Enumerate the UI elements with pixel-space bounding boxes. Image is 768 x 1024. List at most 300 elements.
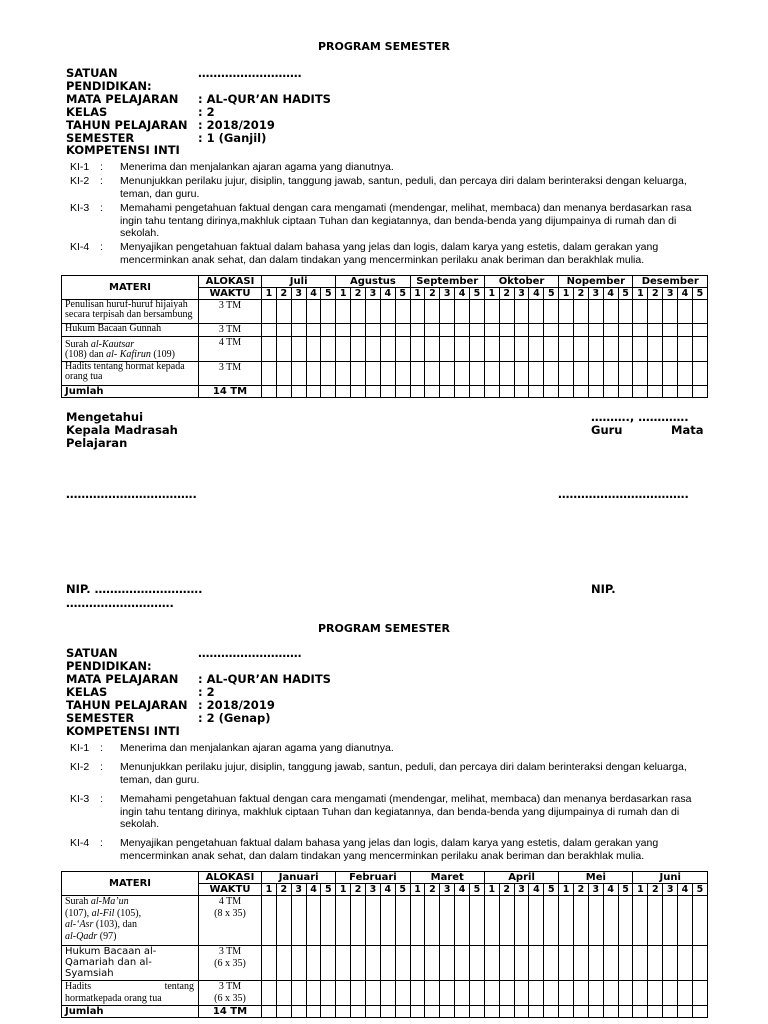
week-cell [514, 946, 529, 981]
alokasi-cell [199, 896, 262, 946]
materi-cell: Penulisan huruf-huruf hijaiyah secara terpisah dan bersambung [62, 300, 199, 324]
week-cell [291, 324, 306, 337]
week-cell [678, 386, 693, 398]
week-cell [306, 362, 321, 386]
week-cell [559, 981, 574, 1006]
month-header: September [410, 276, 484, 288]
ki-text: Menyajikan pengetahuan faktual dalam bahasa yang jelas dan logis, dalam karya yang estetis, dalam gerakan yang mencerminkan anak sehat, dan dalam tindakan yang mencerminkan perilaku anak beriman dan berakhlak mulia. [120, 241, 659, 266]
week-cell [514, 300, 529, 324]
week-cell [470, 1006, 485, 1018]
week-cell [529, 337, 544, 362]
week-cell [440, 386, 455, 398]
week-cell [678, 362, 693, 386]
materi-text: Surah [65, 339, 91, 350]
week-cell [262, 981, 277, 1006]
week-cell [544, 300, 559, 324]
week-number-header: 2 [425, 288, 440, 300]
week-cell [633, 337, 648, 362]
ki-item: KI-1 : Menerima dan menjalankan ajaran agama yang dianutnya. [70, 161, 710, 173]
week-number-header: 4 [380, 288, 395, 300]
ki-item: KI-3 : Memahami pengetahuan faktual dengan cara mengamati (mendengar, melihat, membaca) dan menanya berdasarkan rasa ingin tahu tentang dirinya,makhluk ciptaan Tuhan dan kegiatannya, dan benda-benda yang dijumpainya di rumah dan di sekolah. [70, 202, 710, 239]
week-cell [366, 1006, 381, 1018]
week-cell [574, 946, 589, 981]
week-cell [692, 1006, 707, 1018]
week-cell [321, 324, 336, 337]
week-cell [514, 362, 529, 386]
materi-text: (103), dan [93, 919, 137, 930]
week-cell [321, 386, 336, 398]
ki-text: Menerima dan menjalankan ajaran agama yang dianutnya. [120, 161, 394, 173]
info-key: SATUAN PENDIDIKAN: [66, 646, 152, 673]
week-number-header: 4 [603, 884, 618, 896]
schedule-table-semester-1 [61, 275, 708, 398]
week-number-header: 3 [514, 288, 529, 300]
week-number-header: 5 [544, 288, 559, 300]
week-number-header: 5 [321, 884, 336, 896]
week-cell [574, 896, 589, 946]
week-cell [633, 362, 648, 386]
ki-heading-semester-1: KOMPETENSI INTI [66, 143, 180, 157]
week-cell [380, 300, 395, 324]
week-cell [544, 362, 559, 386]
week-cell [678, 896, 693, 946]
week-number-header: 5 [321, 288, 336, 300]
week-cell [663, 300, 678, 324]
week-cell [514, 896, 529, 946]
week-cell [336, 896, 351, 946]
header-materi: MATERI [62, 276, 199, 300]
week-cell [529, 981, 544, 1006]
week-cell [306, 981, 321, 1006]
month-header: Nopember [559, 276, 633, 288]
week-cell [262, 324, 277, 337]
ki-text: Menunjukkan perilaku jujur, disiplin, tanggung jawab, santun, peduli, dan percaya diri dalam berinteraksi dengan keluarga, teman, dan guru. [120, 761, 687, 786]
week-cell [514, 337, 529, 362]
week-cell [440, 896, 455, 946]
materi-italic: al- Kafirun [106, 349, 151, 360]
week-number-header: 4 [678, 288, 693, 300]
week-cell [484, 981, 499, 1006]
week-cell [559, 946, 574, 981]
week-cell [470, 362, 485, 386]
week-cell [455, 324, 470, 337]
week-number-header: 3 [366, 884, 381, 896]
week-cell [425, 337, 440, 362]
week-cell [336, 337, 351, 362]
month-header: Oktober [484, 276, 558, 288]
week-cell [678, 324, 693, 337]
week-cell [351, 362, 366, 386]
week-cell [425, 324, 440, 337]
week-cell [470, 386, 485, 398]
week-cell [366, 300, 381, 324]
week-number-header: 3 [291, 288, 306, 300]
materi-text: tentang [164, 981, 194, 992]
ki-item: KI-3 : Memahami pengetahuan faktual dengan cara mengamati (mendengar, melihat, membaca) dan menanya berdasarkan rasa ingin tahu tentang dirinya, makhluk ciptaan Tuhan dan kegiatannya, dan benda-benda yang dijumpainya di rumah dan di sekolah. [70, 793, 710, 830]
alokasi-jp: (8 x 35) [214, 908, 246, 919]
week-cell [366, 362, 381, 386]
week-cell [529, 946, 544, 981]
week-cell [544, 946, 559, 981]
ki-text: Menyajikan pengetahuan faktual dalam bahasa yang jelas dan logis, dalam karya yang estetis, dalam gerakan yang mencerminkan anak sehat, dan dalam tindakan yang mencerminkan perilaku anak beriman dan berakhlak mulia. [120, 837, 659, 862]
week-cell [410, 981, 425, 1006]
total-label: Jumlah [62, 386, 199, 398]
info-value: : 2018/2019 [198, 118, 275, 132]
week-cell [425, 300, 440, 324]
page-title-semester-2: PROGRAM SEMESTER [318, 622, 450, 635]
week-cell [499, 946, 514, 981]
week-cell [351, 946, 366, 981]
header-alokasi: ALOKASI [199, 872, 262, 884]
week-cell [544, 981, 559, 1006]
week-cell [588, 324, 603, 337]
week-cell [633, 386, 648, 398]
alokasi-cell [199, 981, 262, 1006]
week-cell [321, 300, 336, 324]
week-cell [380, 896, 395, 946]
week-number-header: 5 [470, 288, 485, 300]
week-cell [648, 946, 663, 981]
week-cell [618, 1006, 633, 1018]
week-cell [440, 1006, 455, 1018]
week-cell [276, 946, 291, 981]
week-cell [499, 981, 514, 1006]
week-cell [351, 1006, 366, 1018]
materi-text: hormatkepada orang tua [65, 992, 162, 1004]
week-cell [366, 896, 381, 946]
alokasi-tm: 3 TM [218, 981, 242, 992]
week-number-header: 4 [306, 884, 321, 896]
month-header: Agustus [336, 276, 410, 288]
week-number-header: 5 [692, 288, 707, 300]
week-cell [276, 362, 291, 386]
identity-block-semester-2 [66, 647, 331, 725]
week-cell [336, 981, 351, 1006]
info-row [66, 67, 331, 93]
week-cell [618, 300, 633, 324]
week-cell [425, 946, 440, 981]
week-cell [514, 981, 529, 1006]
week-number-header: 2 [574, 884, 589, 896]
total-label: Jumlah [62, 1006, 199, 1018]
week-cell [306, 386, 321, 398]
week-cell [663, 386, 678, 398]
week-cell [291, 1006, 306, 1018]
week-cell [351, 300, 366, 324]
nip-right: NIP. [591, 582, 616, 596]
week-cell [588, 946, 603, 981]
week-cell [351, 981, 366, 1006]
week-cell [336, 300, 351, 324]
week-cell [663, 1006, 678, 1018]
ki-item: KI-4 : Menyajikan pengetahuan faktual dalam bahasa yang jelas dan logis, dalam karya yang estetis, dalam gerakan yang mencerminkan anak sehat, dan dalam tindakan yang mencerminkan perilaku anak beriman dan berakhlak mulia. [70, 241, 710, 266]
week-cell [663, 337, 678, 362]
week-cell [276, 324, 291, 337]
week-cell [455, 386, 470, 398]
alokasi-cell: 3 TM [199, 324, 262, 337]
week-cell [633, 1006, 648, 1018]
week-cell [306, 896, 321, 946]
info-key: KELAS [66, 685, 108, 699]
week-cell [366, 946, 381, 981]
week-cell [648, 300, 663, 324]
week-cell [291, 337, 306, 362]
week-number-header: 5 [470, 884, 485, 896]
week-number-header: 1 [336, 884, 351, 896]
week-number-header: 2 [648, 884, 663, 896]
week-cell [618, 981, 633, 1006]
week-cell [648, 1006, 663, 1018]
week-cell [380, 337, 395, 362]
ki-code: KI-4 [70, 837, 90, 850]
week-number-header: 1 [484, 288, 499, 300]
week-cell [574, 300, 589, 324]
week-cell [603, 946, 618, 981]
week-cell [544, 1006, 559, 1018]
materi-italic: al-Ma’un [90, 896, 129, 907]
week-number-header: 5 [618, 884, 633, 896]
week-cell [633, 324, 648, 337]
week-cell [366, 386, 381, 398]
week-cell [262, 300, 277, 324]
week-cell [529, 362, 544, 386]
week-cell [633, 896, 648, 946]
week-cell [499, 324, 514, 337]
week-number-header: 1 [559, 288, 574, 300]
week-number-header: 4 [380, 884, 395, 896]
week-cell [410, 896, 425, 946]
week-cell [678, 337, 693, 362]
week-cell [603, 896, 618, 946]
alokasi-jp: (6 x 35) [214, 958, 246, 969]
week-cell [262, 337, 277, 362]
info-value: ……………………… [198, 66, 302, 80]
info-value: ……………………… [198, 646, 302, 660]
week-cell [470, 337, 485, 362]
month-header: Desember [633, 276, 708, 288]
week-cell [603, 1006, 618, 1018]
alokasi-tm: 4 TM [218, 896, 242, 907]
week-cell [588, 337, 603, 362]
info-key: KELAS [66, 105, 108, 119]
week-cell [692, 337, 707, 362]
week-cell [276, 337, 291, 362]
week-cell [588, 362, 603, 386]
week-cell [618, 896, 633, 946]
week-cell [291, 362, 306, 386]
week-cell [663, 362, 678, 386]
week-cell [366, 324, 381, 337]
materi-cell [62, 896, 199, 946]
week-number-header: 1 [262, 288, 277, 300]
week-cell [648, 324, 663, 337]
week-cell [648, 386, 663, 398]
week-cell [470, 946, 485, 981]
week-cell [678, 946, 693, 981]
week-cell [692, 981, 707, 1006]
week-cell [425, 896, 440, 946]
info-key: SEMESTER [66, 131, 135, 145]
materi-text: (97) [97, 930, 117, 942]
week-number-header: 2 [351, 884, 366, 896]
week-cell [395, 386, 410, 398]
week-cell [425, 1006, 440, 1018]
week-number-header: 1 [336, 288, 351, 300]
ki-list-semester-1 [70, 161, 710, 266]
info-key: MATA PELAJARAN [66, 672, 179, 686]
signature-line-right: ……………………………. [558, 487, 689, 501]
nip-left-continued: ………………………. [66, 596, 174, 610]
info-key: TAHUN PELAJARAN [66, 118, 188, 132]
week-cell [440, 362, 455, 386]
week-cell [574, 386, 589, 398]
month-header: Maret [410, 872, 484, 884]
materi-text: Hadits [65, 981, 92, 992]
ki-text: Menerima dan menjalankan ajaran agama yang dianutnya. [120, 742, 394, 754]
week-cell [559, 1006, 574, 1018]
week-cell [618, 946, 633, 981]
week-number-header: 2 [499, 288, 514, 300]
week-cell [633, 300, 648, 324]
week-cell [291, 946, 306, 981]
week-cell [484, 896, 499, 946]
week-cell [574, 1006, 589, 1018]
header-alokasi: ALOKASI [199, 276, 262, 288]
week-cell [291, 386, 306, 398]
week-cell [440, 300, 455, 324]
week-cell [395, 362, 410, 386]
week-cell [618, 386, 633, 398]
week-number-header: 3 [514, 884, 529, 896]
week-cell [574, 337, 589, 362]
page-title-semester-1: PROGRAM SEMESTER [318, 40, 450, 53]
info-value: : 2 [198, 685, 215, 699]
week-number-header: 5 [395, 288, 410, 300]
week-cell [529, 386, 544, 398]
ki-code: KI-2 [70, 761, 90, 774]
week-cell [514, 1006, 529, 1018]
week-number-header: 3 [663, 884, 678, 896]
week-cell [380, 1006, 395, 1018]
week-cell [603, 386, 618, 398]
week-cell [321, 946, 336, 981]
week-cell [574, 981, 589, 1006]
week-number-header: 1 [633, 884, 648, 896]
week-cell [410, 946, 425, 981]
week-cell [395, 324, 410, 337]
signature-line-left: ……………………………. [66, 487, 197, 501]
materi-italic: al-Kautsar [90, 339, 135, 350]
week-cell [544, 896, 559, 946]
week-cell [410, 1006, 425, 1018]
info-row [66, 647, 331, 673]
materi-cell: Hadits tentang hormat kepada orang tua [62, 362, 199, 386]
week-cell [648, 362, 663, 386]
week-cell [544, 386, 559, 398]
week-cell [455, 362, 470, 386]
month-header: Mei [559, 872, 633, 884]
week-number-header: 2 [499, 884, 514, 896]
week-cell [529, 1006, 544, 1018]
ki-item: KI-1 : Menerima dan menjalankan ajaran agama yang dianutnya. [70, 742, 710, 754]
week-cell [663, 324, 678, 337]
header-waktu: WAKTU [199, 884, 262, 896]
ki-code: KI-4 [70, 241, 90, 254]
week-cell [306, 1006, 321, 1018]
week-number-header: 3 [440, 288, 455, 300]
week-cell [336, 946, 351, 981]
week-cell [484, 946, 499, 981]
week-cell [588, 300, 603, 324]
week-cell [351, 337, 366, 362]
week-cell [648, 896, 663, 946]
week-cell [692, 362, 707, 386]
week-cell [678, 300, 693, 324]
week-cell [559, 300, 574, 324]
total-value: 14 TM [199, 1006, 262, 1018]
week-cell [499, 1006, 514, 1018]
week-cell [262, 1006, 277, 1018]
week-number-header: 5 [692, 884, 707, 896]
week-number-header: 1 [410, 884, 425, 896]
week-cell [291, 981, 306, 1006]
materi-italic: al-Fil [91, 907, 115, 919]
sign-date: ………., …………. [591, 410, 689, 424]
week-cell [351, 386, 366, 398]
ki-text: Memahami pengetahuan faktual dengan cara mengamati (mendengar, melihat, membaca) dan menanya berdasarkan rasa ingin tahu tentang dirinya, makhluk ciptaan Tuhan dan kegiatannya, dan benda-benda yang dijumpainya di rumah dan di sekolah. [120, 793, 692, 831]
week-cell [574, 324, 589, 337]
ki-text: Memahami pengetahuan faktual dengan cara mengamati (mendengar, melihat, membaca) dan menanya berdasarkan rasa ingin tahu tentang dirinya,makhluk ciptaan Tuhan dan kegiatannya, dan benda-benda yang dijumpainya di rumah dan di sekolah. [120, 202, 692, 240]
ki-code: KI-1 [70, 742, 90, 754]
week-cell [306, 300, 321, 324]
week-number-header: 2 [648, 288, 663, 300]
week-cell [692, 386, 707, 398]
materi-cell [62, 981, 199, 1006]
materi-text: Surah [65, 896, 91, 907]
sign-guru: Guru [591, 423, 623, 437]
week-number-header: 1 [633, 288, 648, 300]
week-cell [291, 896, 306, 946]
week-cell [440, 324, 455, 337]
week-cell [514, 324, 529, 337]
week-cell [336, 386, 351, 398]
week-cell [380, 946, 395, 981]
week-number-header: 4 [529, 288, 544, 300]
month-header: Juli [262, 276, 336, 288]
week-cell [276, 386, 291, 398]
week-cell [276, 981, 291, 1006]
week-cell [678, 1006, 693, 1018]
week-cell [648, 981, 663, 1006]
week-cell [692, 300, 707, 324]
week-cell [321, 981, 336, 1006]
alokasi-cell: 3 TM [199, 362, 262, 386]
week-cell [603, 324, 618, 337]
week-cell [663, 896, 678, 946]
week-cell [410, 324, 425, 337]
week-cell [678, 981, 693, 1006]
week-cell [425, 386, 440, 398]
week-cell [321, 1006, 336, 1018]
week-number-header: 1 [559, 884, 574, 896]
week-cell [633, 981, 648, 1006]
info-key: TAHUN PELAJARAN [66, 698, 188, 712]
week-number-header: 5 [395, 884, 410, 896]
week-number-header: 3 [663, 288, 678, 300]
week-cell [470, 300, 485, 324]
week-cell [618, 337, 633, 362]
week-cell [514, 386, 529, 398]
